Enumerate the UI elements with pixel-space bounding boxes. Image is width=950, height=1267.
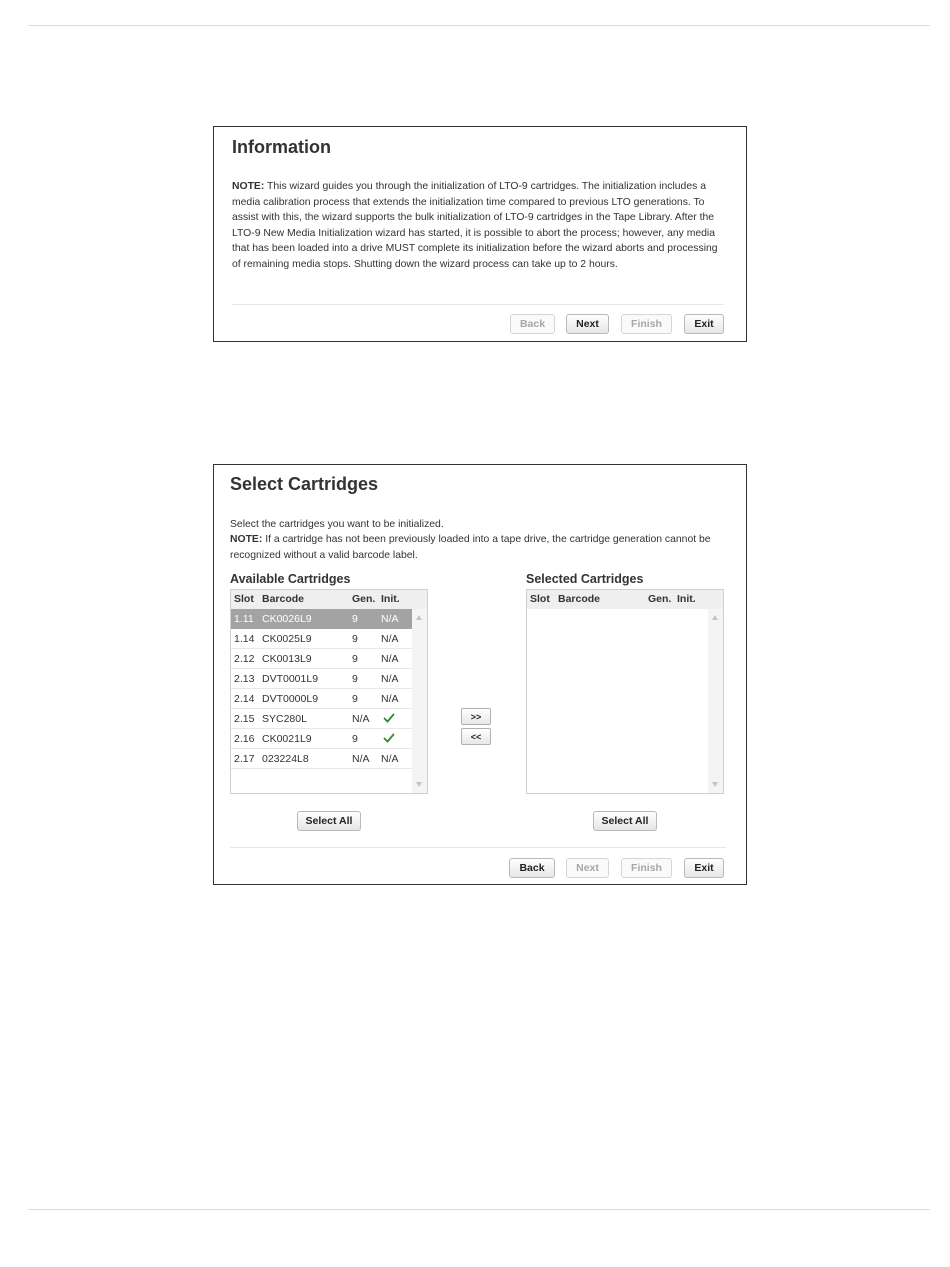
select-cartridges-panel bbox=[213, 464, 747, 885]
scroll-up-icon[interactable] bbox=[712, 615, 718, 620]
cell-barcode: CK0021L9 bbox=[262, 733, 312, 745]
finish-button[interactable]: Finish bbox=[621, 858, 672, 878]
select-all-selected-button[interactable]: Select All bbox=[593, 811, 657, 831]
finish-button[interactable]: Finish bbox=[621, 314, 672, 334]
table-row[interactable] bbox=[231, 649, 412, 669]
available-scrollbar[interactable] bbox=[412, 609, 427, 793]
column-barcode[interactable]: Barcode bbox=[262, 593, 305, 605]
table-row[interactable] bbox=[231, 669, 412, 689]
information-note bbox=[232, 179, 724, 273]
select-divider bbox=[230, 847, 726, 848]
available-cartridges-heading: Available Cartridges bbox=[230, 572, 351, 586]
table-row[interactable] bbox=[231, 629, 412, 649]
select-all-available-button[interactable]: Select All bbox=[297, 811, 361, 831]
cell-init: N/A bbox=[381, 653, 399, 665]
cell-gen: 9 bbox=[352, 693, 358, 705]
column-init[interactable]: Init. bbox=[677, 593, 696, 605]
column-gen[interactable]: Gen. bbox=[648, 593, 672, 605]
cell-barcode: DVT0001L9 bbox=[262, 673, 319, 685]
selected-list-header bbox=[527, 590, 723, 609]
table-row[interactable] bbox=[231, 709, 412, 729]
select-note-text: If a cartridge has not been previously loaded into a tape drive, the cartridge generation cannot be recognized without a valid barcode label. bbox=[230, 534, 711, 561]
back-button[interactable]: Back bbox=[509, 858, 555, 878]
scroll-down-icon[interactable] bbox=[712, 782, 718, 787]
cell-init: N/A bbox=[381, 633, 399, 645]
column-barcode[interactable]: Barcode bbox=[558, 593, 601, 605]
cell-gen: N/A bbox=[352, 753, 370, 765]
cell-slot: 1.11 bbox=[234, 613, 254, 625]
available-list-header bbox=[231, 590, 427, 609]
cell-slot: 2.12 bbox=[234, 653, 255, 665]
column-slot[interactable]: Slot bbox=[530, 593, 550, 605]
cell-gen: 9 bbox=[352, 633, 358, 645]
cell-slot: 2.17 bbox=[234, 753, 255, 765]
select-note-label: NOTE: bbox=[230, 534, 263, 545]
cell-slot: 1.14 bbox=[234, 633, 255, 645]
information-note-text: This wizard guides you through the initialization of LTO-9 cartridges. The initialization includes a media calibration process that extends the initialization time compared to previous LTO generations. To assist with this, the wizard supports the bulk initialization of LTO-9 cartridges in the Tape Library. After the LTO-9 New Media Initialization wizard has started, it is possible to abort the process; however, any media that has been loaded into a drive MUST complete its initialization before the wizard aborts and processing of remaining media stops. Shutting down the wizard process can take up to 2 hours. bbox=[232, 181, 718, 270]
remove-from-selected-button[interactable]: << bbox=[461, 728, 491, 745]
information-note-label: NOTE: bbox=[232, 181, 265, 192]
cell-barcode: 023224L8 bbox=[262, 753, 309, 765]
cell-slot: 2.14 bbox=[234, 693, 255, 705]
cell-slot: 2.16 bbox=[234, 733, 255, 745]
cell-barcode: CK0025L9 bbox=[262, 633, 312, 645]
selected-scrollbar[interactable] bbox=[708, 609, 723, 793]
exit-button[interactable]: Exit bbox=[684, 314, 724, 334]
information-divider bbox=[232, 304, 724, 305]
cell-gen: 9 bbox=[352, 653, 358, 665]
cell-gen: 9 bbox=[352, 613, 358, 625]
top-rule bbox=[28, 25, 930, 26]
table-row[interactable] bbox=[231, 689, 412, 709]
information-title: Information bbox=[232, 137, 331, 157]
cell-init: N/A bbox=[381, 613, 399, 625]
cell-init: N/A bbox=[381, 673, 399, 685]
cell-barcode: DVT0000L9 bbox=[262, 693, 319, 705]
select-intro: Select the cartridges you want to be initialized. bbox=[230, 519, 444, 530]
column-gen[interactable]: Gen. bbox=[352, 593, 376, 605]
cell-init: N/A bbox=[381, 753, 399, 765]
column-init[interactable]: Init. bbox=[381, 593, 400, 605]
select-cartridges-title: Select Cartridges bbox=[230, 474, 379, 494]
next-button[interactable]: Next bbox=[566, 314, 609, 334]
cell-gen: N/A bbox=[352, 713, 370, 725]
select-note bbox=[230, 532, 726, 563]
cell-barcode: CK0026L9 bbox=[262, 613, 312, 625]
cell-barcode: SYC280L bbox=[262, 713, 307, 725]
exit-button[interactable]: Exit bbox=[684, 858, 724, 878]
table-row[interactable] bbox=[231, 749, 412, 769]
cell-init: N/A bbox=[381, 693, 399, 705]
selected-cartridges-list[interactable] bbox=[526, 589, 724, 794]
cell-gen: 9 bbox=[352, 733, 358, 745]
column-slot[interactable]: Slot bbox=[234, 593, 254, 605]
information-panel bbox=[213, 126, 747, 342]
check-icon bbox=[383, 732, 395, 744]
cell-gen: 9 bbox=[352, 673, 358, 685]
cell-barcode: CK0013L9 bbox=[262, 653, 312, 665]
selected-cartridges-heading: Selected Cartridges bbox=[526, 572, 644, 586]
table-row[interactable] bbox=[231, 609, 412, 629]
back-button[interactable]: Back bbox=[510, 314, 555, 334]
scroll-up-icon[interactable] bbox=[416, 615, 422, 620]
check-icon bbox=[383, 712, 395, 724]
next-button[interactable]: Next bbox=[566, 858, 609, 878]
cell-slot: 2.15 bbox=[234, 713, 255, 725]
add-to-selected-button[interactable]: >> bbox=[461, 708, 491, 725]
table-row[interactable] bbox=[231, 729, 412, 749]
bottom-rule bbox=[28, 1209, 930, 1210]
scroll-down-icon[interactable] bbox=[416, 782, 422, 787]
available-cartridges-list[interactable] bbox=[230, 589, 428, 794]
cell-slot: 2.13 bbox=[234, 673, 255, 685]
